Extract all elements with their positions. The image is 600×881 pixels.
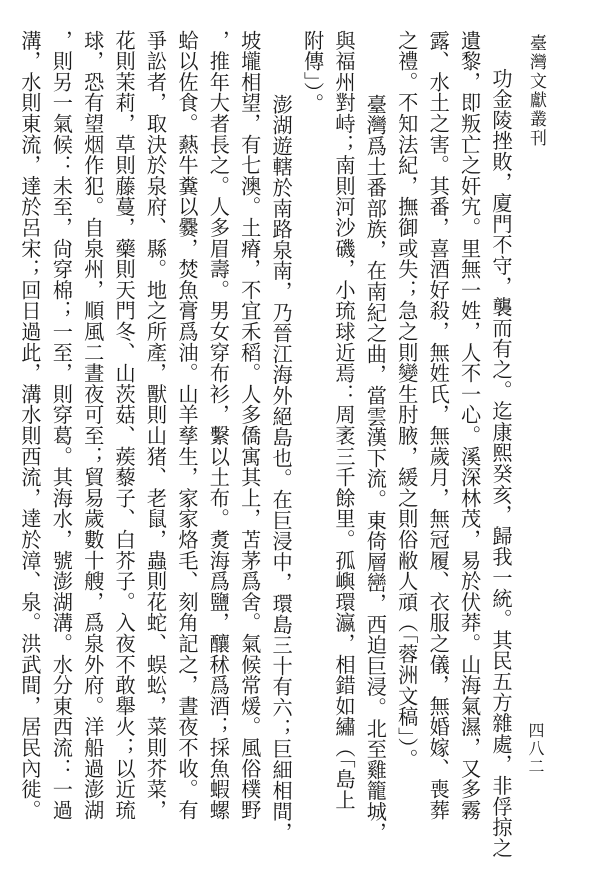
running-title: 臺灣文獻叢刊	[526, 34, 546, 148]
text-column: 功金陵挫敗，廈門不守，襲而有之。迄康熙癸亥，歸我一統。其民五方雜處，非俘掠之	[489, 68, 513, 859]
text-column: 露、水土之害。其番，喜酒好殺，無姓氏，無歲月，無冠履、衣服之儀，無婚嫁、喪葬	[426, 30, 451, 821]
text-column: 之禮。不知法紀，撫御或失；急之則變生肘腋，緩之則俗敝人頑（「蓉洲文稿」）。	[394, 30, 419, 770]
text-column: 溝，水則東流，達於呂宋；回日過此，溝水則西流，達於漳、泉。洪武間，居民內徙。	[17, 30, 42, 821]
text-column: ，推年大者長之。人多眉壽。男女穿布衫，繫以土布。煑海爲鹽，釀秫爲酒；採魚蝦螺	[206, 30, 231, 821]
text-column: 爭訟者，取決於泉府、縣。地之所產，獸則山猪、老鼠，蟲則花蛇、蜈蚣，菜則芥菜，	[143, 30, 168, 821]
text-column: ，則另一氣候：未至，尙穿棉；一至，則穿葛。其海水，號澎湖溝。水分東西流：一過	[49, 30, 74, 821]
text-column: 蛤以佐食。爇牛糞以爨，焚魚膏爲油。山羊孳生，家家烙毛、刻角記之，晝夜不收。有	[174, 30, 199, 821]
text-column: 與福州對峙；南則河沙磯，小琉球近焉：周袤三千餘里。孤嶼環瀛，相錯如繡（「島上	[331, 30, 356, 811]
body-text	[17, 30, 516, 859]
text-column: 坡壠相望，有七澳。土瘠，不宜禾稻。人多僑寓其上，苫茅爲舍。氣候常煖。風俗樸野	[237, 30, 262, 821]
text-column: 遺黎，即叛亡之奸宄。里無一姓，人不一心。溪深林茂，易於伏莽。山海氣濕，又多霧	[457, 30, 482, 821]
text-column: 臺灣爲土番部族，在南紀之曲，當雲漢下流。東倚層巒，西迫巨浸。北至雞籠城，	[363, 94, 388, 843]
text-column: 附傳」）。	[300, 30, 325, 114]
text-column: 澎湖遊轄於南路泉南，乃晉江海外絕島也。在巨浸中，環島三十有六；巨細相間，	[269, 94, 294, 843]
text-column: 球，恐有望烟作犯。自泉州，順風二晝夜可至；貿易歲數十艘，爲泉外府。洋船過澎湖	[80, 30, 105, 821]
page-number: 四八二	[526, 722, 545, 776]
text-column: 花則茉莉，草則藤蔓，藥則天門冬、山茨菇、蒺藜子、白芥子。入夜不敢舉火；以近琉	[112, 30, 137, 821]
